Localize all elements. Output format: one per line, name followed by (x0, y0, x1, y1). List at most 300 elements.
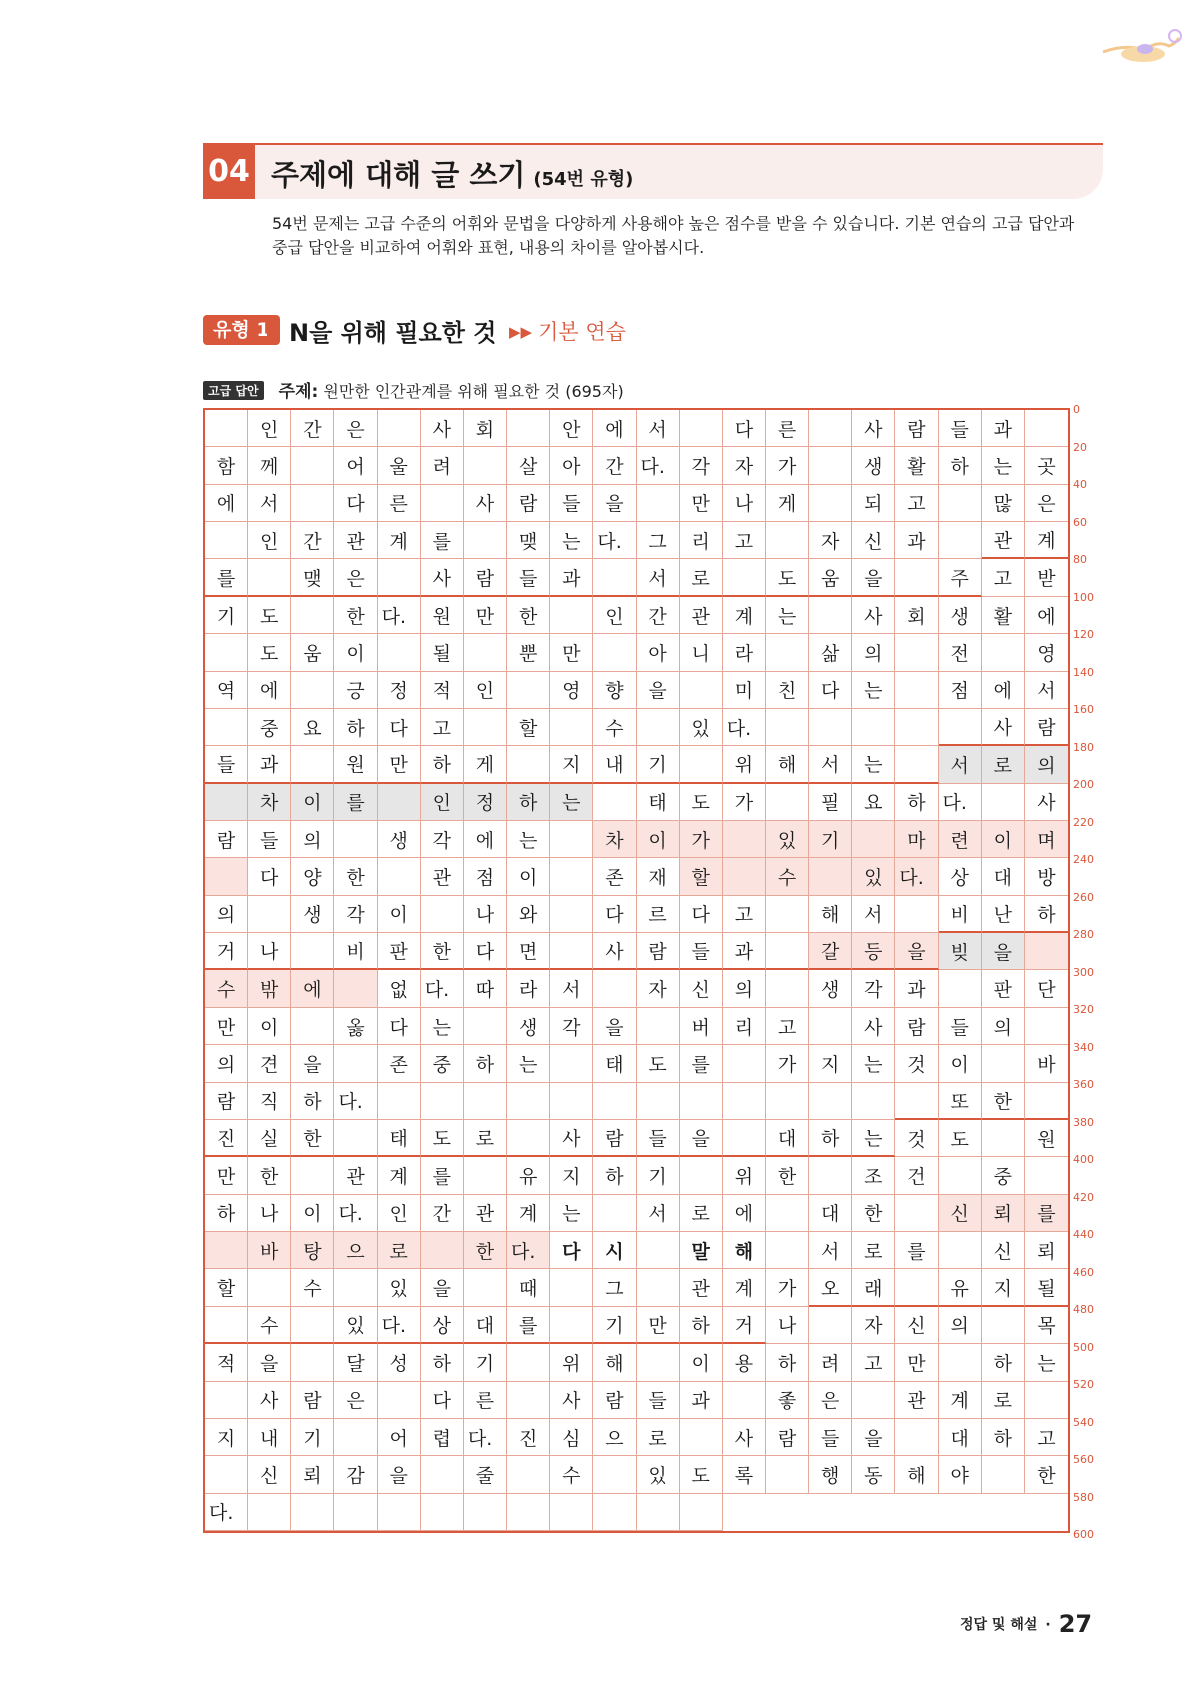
grid-cell: 께 (248, 447, 291, 484)
topic-badge: 고급 답안 (203, 381, 264, 400)
grid-cell: 과 (680, 1382, 723, 1419)
grid-cell (895, 1419, 938, 1456)
grid-cell: 하 (464, 1045, 507, 1082)
section-number: 04 (203, 145, 255, 199)
grid-cell: 른 (766, 410, 809, 447)
count-marker: 160 (1073, 703, 1094, 716)
grid-cell: 울 (378, 447, 421, 484)
grid-cell: 하 (334, 709, 377, 746)
grid-cell: 이 (939, 1045, 982, 1082)
grid-cell (205, 1382, 248, 1419)
grid-cell: 움 (291, 634, 334, 671)
type-title: N을 위해 필요한 것 (289, 319, 497, 347)
grid-cell (982, 1456, 1025, 1493)
grid-cell: 신 (680, 970, 723, 1007)
grid-cell: 다. (939, 784, 982, 821)
manuscript-grid (203, 408, 1070, 1533)
grid-cell: 사 (723, 1419, 766, 1456)
grid-cell: 판 (378, 933, 421, 970)
grid-cell: 견 (248, 1045, 291, 1082)
grid-cell: 할 (680, 858, 723, 895)
grid-cell: 유 (939, 1269, 982, 1306)
grid-cell (637, 1269, 680, 1306)
grid-cell: 서 (550, 970, 593, 1007)
grid-cell: 는 (1025, 1344, 1068, 1381)
grid-cell: 한 (291, 1120, 334, 1157)
grid-cell: 있 (852, 858, 895, 895)
grid-cell: 는 (507, 1045, 550, 1082)
grid-cell (895, 896, 938, 933)
count-marker: 60 (1073, 515, 1087, 529)
grid-cell: 각 (550, 1008, 593, 1045)
grid-cell: 원 (334, 746, 377, 783)
grid-cell: 다. (378, 1307, 421, 1344)
grid-cell (809, 858, 852, 895)
grid-cell (809, 709, 852, 746)
grid-cell (895, 672, 938, 709)
grid-cell: 서 (939, 746, 982, 783)
grid-cell: 하 (421, 746, 464, 783)
grid-cell: 조 (852, 1157, 895, 1194)
grid-cell (507, 672, 550, 709)
grid-cell: 회 (464, 410, 507, 447)
type-badge-arrow (267, 322, 276, 338)
grid-cell: 래 (852, 1269, 895, 1306)
grid-cell (421, 1083, 464, 1120)
grid-cell: 또 (939, 1083, 982, 1120)
grid-cell: 좋 (766, 1382, 809, 1419)
grid-cell: 줄 (464, 1456, 507, 1493)
grid-cell: 거 (723, 1307, 766, 1344)
grid-cell: 는 (852, 672, 895, 709)
grid-cell: 고 (982, 559, 1025, 596)
grid-cell: 에 (1025, 597, 1068, 634)
grid-cell: 실 (248, 1120, 291, 1157)
grid-cell: 있 (378, 1269, 421, 1306)
grid-cell: 다 (378, 1008, 421, 1045)
grid-cell: 다. (637, 447, 680, 484)
grid-cell: 다. (334, 1083, 377, 1120)
grid-cell (939, 522, 982, 559)
grid-cell: 들 (248, 821, 291, 858)
grid-cell: 원 (421, 597, 464, 634)
grid-cell: 서 (809, 746, 852, 783)
grid-cell (464, 447, 507, 484)
grid-cell (378, 559, 421, 596)
grid-cell: 들 (637, 1120, 680, 1157)
grid-cell: 로 (852, 1232, 895, 1269)
grid-cell: 를 (205, 559, 248, 596)
grid-cell: 야 (939, 1456, 982, 1493)
count-marker: 0 (1073, 403, 1080, 416)
grid-cell: 하 (680, 1307, 723, 1344)
grid-cell: 으 (593, 1419, 636, 1456)
grid-cell (637, 1494, 680, 1531)
grid-cell: 옳 (334, 1008, 377, 1045)
grid-cell (852, 821, 895, 858)
grid-cell: 간 (637, 597, 680, 634)
grid-cell: 이 (291, 784, 334, 821)
grid-cell: 계 (939, 1382, 982, 1419)
grid-cell: 목 (1025, 1307, 1068, 1344)
double-chevron-icon: ▶▶ (509, 323, 533, 341)
grid-cell: 이 (507, 858, 550, 895)
grid-cell: 들 (939, 1008, 982, 1045)
grid-cell: 존 (593, 858, 636, 895)
grid-cell (766, 1232, 809, 1269)
grid-cell: 필 (809, 784, 852, 821)
grid-cell: 에 (723, 1195, 766, 1232)
grid-cell: 오 (809, 1269, 852, 1306)
grid-cell (464, 522, 507, 559)
grid-cell: 계 (378, 1157, 421, 1194)
grid-cell: 기 (593, 1307, 636, 1344)
grid-cell: 하 (766, 1344, 809, 1381)
grid-cell (766, 1456, 809, 1493)
grid-cell: 정 (464, 784, 507, 821)
grid-cell: 대 (939, 1419, 982, 1456)
grid-cell (507, 1494, 550, 1531)
grid-cell: 밖 (248, 970, 291, 1007)
grid-cell (895, 634, 938, 671)
grid-cell: 른 (464, 1382, 507, 1419)
grid-cell (507, 1456, 550, 1493)
grid-cell: 로 (378, 1232, 421, 1269)
grid-cell (550, 1307, 593, 1344)
grid-cell: 다 (378, 709, 421, 746)
grid-cell: 없 (378, 970, 421, 1007)
grid-cell: 들 (680, 933, 723, 970)
grid-cell: 행 (809, 1456, 852, 1493)
grid-cell: 위 (723, 746, 766, 783)
grid-cell: 하 (982, 1344, 1025, 1381)
grid-cell: 다 (809, 672, 852, 709)
grid-cell: 나 (766, 1307, 809, 1344)
page-number: 27 (1058, 1610, 1093, 1638)
grid-cell (291, 485, 334, 522)
grid-cell (507, 1382, 550, 1419)
grid-cell: 사 (852, 597, 895, 634)
grid-cell: 한 (852, 1195, 895, 1232)
grid-cell (464, 1157, 507, 1194)
grid-cell: 만 (895, 1344, 938, 1381)
grid-cell: 난 (982, 896, 1025, 933)
grid-cell (852, 1083, 895, 1120)
grid-cell: 하 (421, 1344, 464, 1381)
grid-cell: 을 (637, 672, 680, 709)
grid-cell: 다. (593, 522, 636, 559)
grid-cell (723, 821, 766, 858)
grid-cell: 과 (895, 970, 938, 1007)
count-marker: 480 (1073, 1303, 1094, 1316)
grid-cell: 신 (982, 1232, 1025, 1269)
grid-cell (378, 1494, 421, 1531)
grid-cell: 따 (464, 970, 507, 1007)
grid-cell: 태 (637, 784, 680, 821)
grid-cell: 가 (680, 821, 723, 858)
grid-cell: 상 (939, 858, 982, 895)
grid-cell: 르 (637, 896, 680, 933)
grid-cell: 인 (421, 784, 464, 821)
grid-cell: 뿐 (507, 634, 550, 671)
grid-cell (939, 970, 982, 1007)
grid-cell (550, 709, 593, 746)
grid-cell: 리 (680, 522, 723, 559)
grid-cell: 다. (464, 1419, 507, 1456)
grid-cell (982, 1045, 1025, 1082)
magic-lamp-icon (1095, 22, 1185, 70)
grid-cell: 서 (1025, 672, 1068, 709)
grid-cell: 도 (680, 1456, 723, 1493)
grid-cell: 인 (248, 522, 291, 559)
grid-cell: 로 (982, 746, 1025, 783)
grid-cell: 자 (637, 970, 680, 1007)
grid-cell (1025, 1157, 1068, 1194)
grid-cell (939, 1344, 982, 1381)
grid-cell: 들 (939, 410, 982, 447)
grid-cell: 람 (895, 1008, 938, 1045)
grid-cell (334, 1494, 377, 1531)
grid-cell: 이 (982, 821, 1025, 858)
grid-cell (637, 485, 680, 522)
grid-cell: 만 (550, 634, 593, 671)
grid-cell: 한 (464, 1232, 507, 1269)
count-marker: 140 (1073, 665, 1094, 679)
grid-cell: 은 (334, 410, 377, 447)
grid-cell: 역 (205, 672, 248, 709)
grid-cell: 다. (507, 1232, 550, 1269)
count-marker: 400 (1073, 1153, 1094, 1166)
grid-cell (205, 1456, 248, 1493)
grid-cell: 관 (464, 1195, 507, 1232)
grid-cell: 나 (248, 1195, 291, 1232)
grid-cell: 친 (766, 672, 809, 709)
grid-cell (766, 896, 809, 933)
grid-cell: 사 (550, 1120, 593, 1157)
grid-cell: 주 (939, 559, 982, 596)
grid-cell: 이 (378, 896, 421, 933)
grid-cell: 도 (637, 1045, 680, 1082)
grid-cell: 서 (852, 896, 895, 933)
grid-cell: 요 (852, 784, 895, 821)
grid-cell: 심 (550, 1419, 593, 1456)
grid-cell (205, 1307, 248, 1344)
grid-cell: 기 (464, 1344, 507, 1381)
grid-cell: 라 (723, 634, 766, 671)
grid-cell: 성 (378, 1344, 421, 1381)
grid-cell (766, 784, 809, 821)
grid-cell: 이 (637, 821, 680, 858)
grid-cell (334, 1269, 377, 1306)
grid-cell: 로 (464, 1120, 507, 1157)
grid-cell: 살 (507, 447, 550, 484)
grid-cell (637, 1083, 680, 1120)
grid-cell: 의 (1025, 746, 1068, 783)
grid-cell: 있 (680, 709, 723, 746)
page-footer (960, 1610, 1092, 1638)
grid-cell: 하 (895, 784, 938, 821)
grid-cell (680, 1157, 723, 1194)
grid-cell: 렵 (421, 1419, 464, 1456)
grid-cell: 라 (507, 970, 550, 1007)
grid-cell: 맺 (291, 559, 334, 596)
grid-cell: 뢰 (291, 1456, 334, 1493)
grid-cell: 려 (809, 1344, 852, 1381)
footer-label: 정답 및 해설 (960, 1617, 1038, 1633)
grid-cell (291, 933, 334, 970)
grid-cell: 들 (637, 1382, 680, 1419)
grid-cell: 바 (248, 1232, 291, 1269)
grid-cell: 하 (1025, 896, 1068, 933)
grid-cell (593, 1083, 636, 1120)
grid-cell: 관 (982, 522, 1025, 559)
grid-cell (507, 1083, 550, 1120)
grid-cell (593, 970, 636, 1007)
grid-cell: 기 (291, 1419, 334, 1456)
grid-cell: 함 (205, 447, 248, 484)
grid-cell (895, 1195, 938, 1232)
grid-cell: 관 (895, 1382, 938, 1419)
grid-cell: 중 (248, 709, 291, 746)
grid-cell: 다. (723, 709, 766, 746)
grid-cell: 지 (550, 746, 593, 783)
grid-cell (421, 1232, 464, 1269)
grid-cell: 록 (723, 1456, 766, 1493)
grid-cell: 신 (248, 1456, 291, 1493)
grid-cell: 서 (637, 410, 680, 447)
grid-cell (464, 1269, 507, 1306)
grid-cell: 아 (550, 447, 593, 484)
grid-cell: 만 (378, 746, 421, 783)
grid-cell: 만 (464, 597, 507, 634)
grid-cell: 로 (680, 1195, 723, 1232)
grid-cell (809, 597, 852, 634)
count-marker: 520 (1073, 1378, 1094, 1391)
grid-cell: 자 (852, 1307, 895, 1344)
grid-cell (809, 410, 852, 447)
grid-cell: 도 (680, 784, 723, 821)
grid-cell (680, 672, 723, 709)
grid-cell: 으 (334, 1232, 377, 1269)
grid-cell: 기 (637, 746, 680, 783)
grid-cell: 한 (334, 597, 377, 634)
grid-cell: 점 (939, 672, 982, 709)
grid-cell: 영 (550, 672, 593, 709)
grid-cell (637, 1008, 680, 1045)
grid-cell (593, 784, 636, 821)
grid-cell: 만 (205, 1157, 248, 1194)
grid-cell (809, 1307, 852, 1344)
grid-cell (895, 1083, 938, 1120)
grid-cell: 사 (982, 709, 1025, 746)
grid-cell: 게 (766, 485, 809, 522)
grid-cell: 되 (852, 485, 895, 522)
grid-cell (291, 1307, 334, 1344)
grid-cell: 활 (982, 597, 1025, 634)
grid-cell: 생 (939, 597, 982, 634)
grid-cell: 존 (378, 1045, 421, 1082)
grid-cell: 가 (766, 447, 809, 484)
grid-cell: 만 (680, 485, 723, 522)
grid-cell (205, 858, 248, 895)
grid-cell: 지 (205, 1419, 248, 1456)
grid-cell (1025, 1008, 1068, 1045)
grid-cell (1025, 1083, 1068, 1120)
grid-cell (334, 1120, 377, 1157)
grid-cell: 이 (680, 1344, 723, 1381)
grid-cell (421, 1494, 464, 1531)
grid-cell: 을 (248, 1344, 291, 1381)
grid-cell: 를 (680, 1045, 723, 1082)
grid-cell (464, 634, 507, 671)
grid-cell: 을 (680, 1120, 723, 1157)
grid-cell: 건 (895, 1157, 938, 1194)
grid-cell: 을 (852, 1419, 895, 1456)
grid-cell: 한 (766, 1157, 809, 1194)
grid-cell (766, 1083, 809, 1120)
grid-cell: 서 (637, 559, 680, 596)
grid-cell: 있 (637, 1456, 680, 1493)
grid-cell: 바 (1025, 1045, 1068, 1082)
grid-cell: 다. (205, 1494, 248, 1531)
grid-cell: 거 (205, 933, 248, 970)
grid-cell: 한 (421, 933, 464, 970)
grid-cell (723, 1083, 766, 1120)
grid-cell (895, 1269, 938, 1306)
count-marker: 540 (1073, 1415, 1094, 1429)
grid-cell (205, 634, 248, 671)
grid-cell (550, 1269, 593, 1306)
count-marker: 420 (1073, 1190, 1094, 1204)
grid-cell: 신 (939, 1195, 982, 1232)
grid-cell: 내 (593, 746, 636, 783)
grid-cell: 며 (1025, 821, 1068, 858)
count-marker: 380 (1073, 1115, 1094, 1129)
grid-cell: 의 (205, 896, 248, 933)
grid-cell: 시 (593, 1232, 636, 1269)
footer-dot: · (1045, 1617, 1051, 1633)
grid-cell (291, 746, 334, 783)
grid-cell: 향 (593, 672, 636, 709)
topic-row (203, 377, 624, 402)
grid-cell (507, 746, 550, 783)
grid-cell: 각 (852, 970, 895, 1007)
grid-cell: 사 (248, 1382, 291, 1419)
grid-cell (852, 709, 895, 746)
grid-cell: 에 (593, 410, 636, 447)
grid-cell: 도 (421, 1120, 464, 1157)
grid-cell: 등 (852, 933, 895, 970)
grid-cell: 를 (507, 1307, 550, 1344)
type-subtitle-text: 기본 연습 (538, 320, 626, 344)
grid-cell: 다 (421, 1382, 464, 1419)
grid-cell (939, 709, 982, 746)
count-marker: 260 (1073, 890, 1094, 904)
grid-cell (809, 485, 852, 522)
grid-cell (680, 1083, 723, 1120)
grid-cell: 빚 (939, 933, 982, 970)
grid-cell: 말 (680, 1232, 723, 1269)
grid-cell (939, 1232, 982, 1269)
grid-cell: 관 (680, 1269, 723, 1306)
grid-cell: 지 (982, 1269, 1025, 1306)
grid-cell: 을 (378, 1456, 421, 1493)
grid-cell: 을 (421, 1269, 464, 1306)
grid-cell: 도 (248, 634, 291, 671)
grid-cell: 의 (852, 634, 895, 671)
section-title-text: 주제에 대해 글 쓰기 (271, 158, 526, 192)
grid-cell: 인 (593, 597, 636, 634)
